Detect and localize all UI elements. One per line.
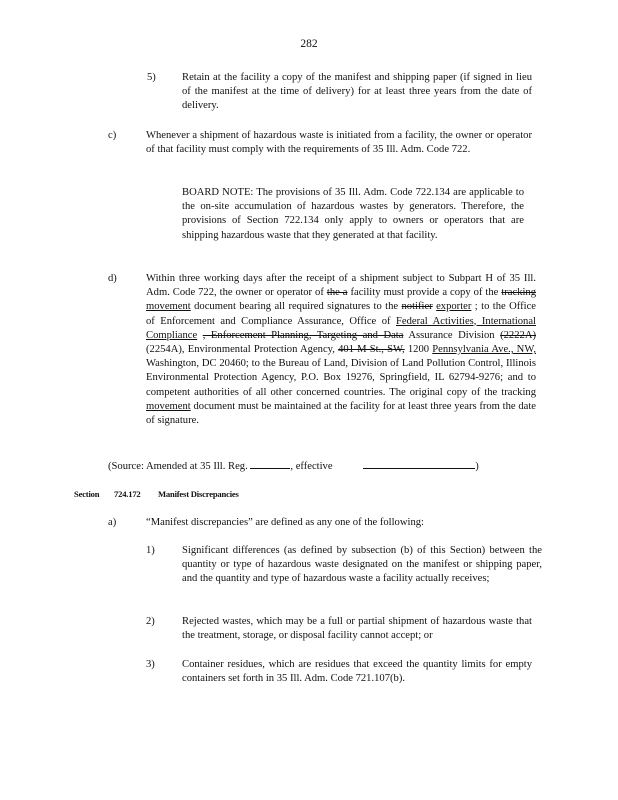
deleted-text: 401 M St., SW, bbox=[338, 344, 405, 356]
sub-item-2-text: Rejected wastes, which may be a full or partial shipment of hazardous waste that the treatment, storage, or disposal facility cannot accept; or bbox=[182, 616, 532, 642]
section-title: Manifest Discrepancies bbox=[158, 489, 239, 499]
sub-item-1-marker: 1) bbox=[146, 545, 155, 556]
item-5-text: Retain at the facility a copy of the manifest and shipping paper (if signed in lieu of the manifest at the time of delivery) for at least three years from the date of delivery. bbox=[182, 72, 532, 112]
page-number: 282 bbox=[300, 38, 318, 50]
board-note: BOARD NOTE: The provisions of 35 Ill. Adm. Code 722.134 are applicable to the on-site accumulation of hazardous wastes by generators. Therefore, the provisions of Section 722.134 only apply to owners or operators that are shipping hazardous waste that they generated at that facility. bbox=[182, 187, 524, 241]
deleted-text: tracking bbox=[501, 287, 537, 299]
item-a-marker: a) bbox=[108, 517, 117, 528]
inserted-text: movement bbox=[146, 301, 191, 313]
inserted-text: Pennsylvania Ave., NW, bbox=[432, 344, 536, 356]
sub-item-3-text: Container residues, which are residues that exceed the quantity limits for empty containers set forth in 35 Ill. Adm. Code 721.107(b). bbox=[182, 659, 532, 685]
sub-item-2-marker: 2) bbox=[146, 616, 155, 627]
item-a-text: “Manifest discrepancies” are defined as any one of the following: bbox=[146, 517, 424, 528]
inserted-text: exporter bbox=[436, 301, 472, 313]
sub-item-3-marker: 3) bbox=[146, 659, 155, 670]
deleted-text: , Enforcement Planning, Targeting and Data bbox=[202, 329, 404, 341]
deleted-text: notifier bbox=[401, 301, 433, 313]
deleted-text: the a bbox=[326, 287, 348, 299]
deleted-text: (2222A) bbox=[500, 329, 537, 341]
section-number: 724.172 bbox=[114, 489, 141, 499]
item-c-text: Whenever a shipment of hazardous waste is initiated from a facility, the owner or operator of that facility must comply with the requirements of 35 Ill. Adm. Code 722. bbox=[146, 130, 532, 156]
item-c-marker: c) bbox=[108, 130, 117, 141]
blank-register-number bbox=[250, 458, 290, 469]
source-note: (Source: Amended at 35 Ill. Reg. , effective ) bbox=[108, 458, 528, 474]
sub-item-1-text: Significant differences (as defined by subsection (b) of this Section) between the quantity or type of hazardous waste designated on the manifest or shipping paper, and the quantity and type of hazardous waste a facility actually receives; bbox=[182, 545, 542, 585]
inserted-text: Federal Activities, International Compliance bbox=[146, 315, 537, 341]
blank-effective-date bbox=[363, 458, 475, 469]
inserted-text: movement bbox=[146, 400, 191, 412]
item-d-text: Within three working days after the receipt of a shipment subject to Subpart H of 35 Ill. Adm. Code 722, the owner or operator of the a facility must provide a copy of the tracking movement document bearing all required signatures to the notifier exporter ; to the Office of Enforcement and Compliance Assurance, Office of Federal Activities, International Compliance , Enforcement Planning, Targeting and Data Assurance Division (2222A) (2254A), Environmental Protection Agency, 401 M St., SW, 1200 Pennsylvania Ave., NW, Washington, DC 20460; to the Bureau of Land, Division of Land Pollution Control, Illinois Environmental Protection Agency, P.O. Box 19276, Springfield, IL 62794-9276; and to competent authorities of all other concerned countries. The original copy of the tracking movement document must be maintained at the facility for at least three years from the date of signature. bbox=[146, 273, 537, 427]
item-d-marker: d) bbox=[108, 273, 117, 284]
section-label: Section bbox=[74, 489, 100, 499]
item-5-marker: 5) bbox=[147, 72, 156, 83]
